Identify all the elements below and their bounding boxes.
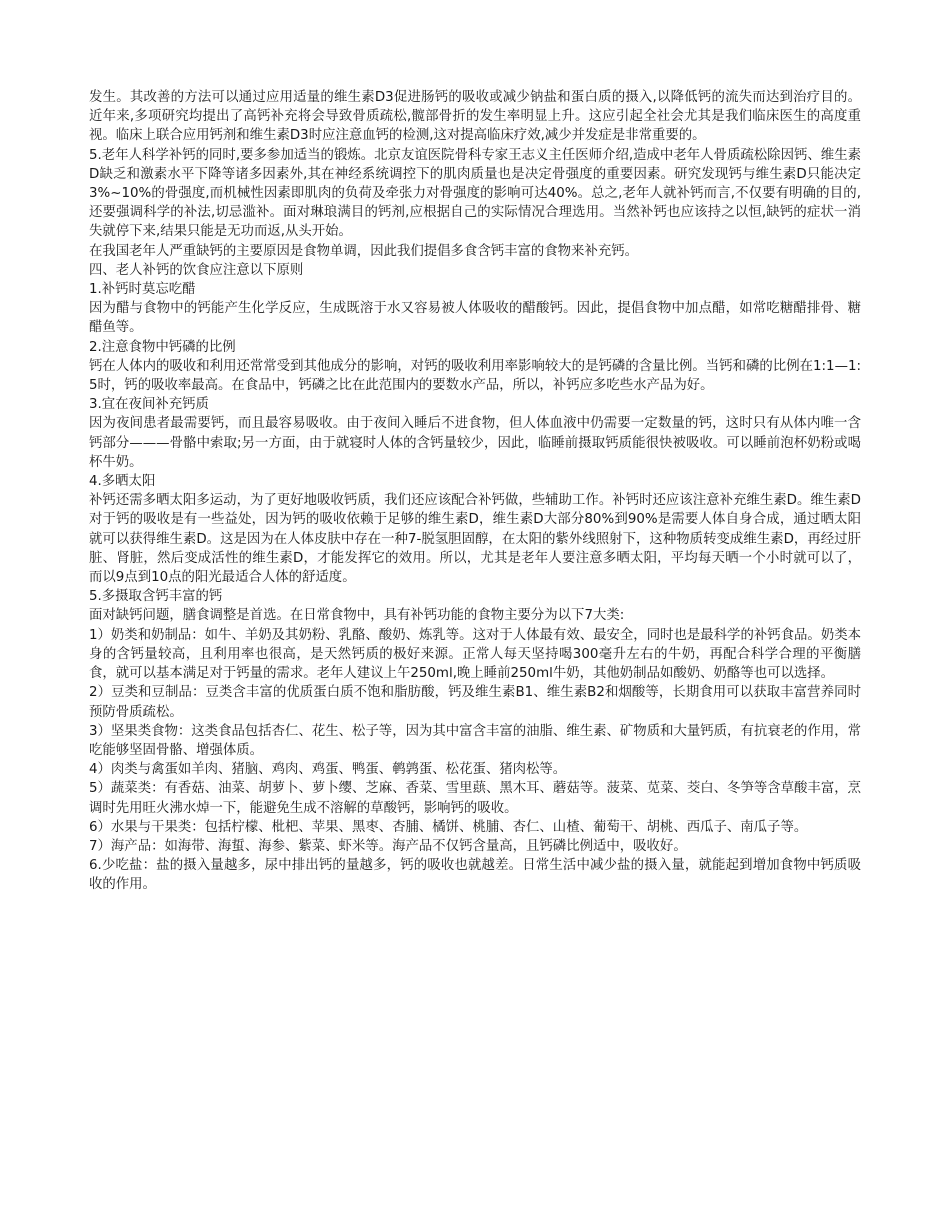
subheading-calcium-phosphorus: 2.注意食物中钙磷的比例 — [89, 339, 236, 355]
subheading-sunlight: 4.多晒太阳 — [89, 474, 156, 490]
subheading-night: 3.宜在夜间补充钙质 — [89, 397, 209, 413]
paragraph-intro-continuation: 发生。其改善的方法可以通过应用适量的维生素D3促进肠钙的吸收或减少钠盐和蛋白质的摄入,以降低钙的流失而达到治疗目的。近年来,多项研究均提出了高钙补充将会导致骨质疏松,髋部骨折的发生率明显上升。这应引起全社会尤其是我们临床医生的高度重视。临床上联合应用钙剂和维生素D3时应注意血钙的检测,这对提高临床疗效,减少并发症是非常重要的。 — [89, 90, 861, 144]
list-item-meat-eggs: 4）肉类与禽蛋如羊肉、猪脑、鸡肉、鸡蛋、鸭蛋、鹌鹑蛋、松花蛋、猪肉松等。 — [89, 762, 567, 778]
paragraph-night: 因为夜间患者最需要钙，而且最容易吸收。由于夜间入睡后不进食物，但人体血液中仍需要一定数量的钙，这时只有从体内唯一含钙部分———骨骼中索取;另一方面，由于就寝时人体的含钙量较少，因此，临睡前摄取钙质能很快被吸收。可以睡前泡杯奶粉或喝杯牛奶。 — [89, 416, 861, 470]
paragraph-calcium-phosphorus: 钙在人体内的吸收和利用还常常受到其他成分的影响，对钙的吸收利用率影响较大的是钙磷的含量比例。当钙和磷的比例在1:1—1:5时，钙的吸收率最高。在食品中，钙磷之比在此范围内的要数水产品，所以，补钙应多吃些水产品为好。 — [89, 358, 861, 394]
paragraph-rich-foods-intro: 面对缺钙问题，膳食调整是首选。在日常食物中，具有补钙功能的食物主要分为以下7大类: — [89, 608, 625, 624]
paragraph-sunlight: 补钙还需多晒太阳多运动，为了更好地吸收钙质，我们还应该配合补钙做，些辅助工作。补钙时还应该注意补充维生素D。维生素D对于钙的吸收是有一些益处，因为钙的吸收依赖于足够的维生素D，维生素D大部分80%到90%是需要人体自身合成，通过晒太阳就可以获得维生素D。这是因为在人体皮肤中存在一种7-脱氢胆固醇，在太阳的紫外线照射下，这种物质转变成维生素D，再经过肝脏、肾脏，然后变成活性的维生素D，才能发挥它的效用。所以，尤其是老年人要注意多晒太阳，平均每天晒一个小时就可以了，而以9点到10点的阳光最适合人体的舒适度。 — [89, 493, 861, 586]
paragraph-food-cause: 在我国老年人严重缺钙的主要原因是食物单调，因此我们提倡多食含钙丰富的食物来补充钙。 — [89, 243, 639, 259]
list-item-seafood: 7）海产品：如海带、海蜇、海参、紫菜、虾米等。海产品不仅钙含量高，且钙磷比例适中，吸收好。 — [89, 838, 687, 854]
list-item-dairy: 1）奶类和奶制品：如牛、羊奶及其奶粉、乳酪、酸奶、炼乳等。这对于人体最有效、最安全，同时也是最科学的补钙食品。奶类本身的含钙量较高，且利用率也很高，是天然钙质的极好来源。正常人每天坚持喝300毫升左右的牛奶，再配合科学合理的平衡膳食，就可以基本满足对于钙量的需求。老年人建议上午250ml,晚上睡前250ml牛奶，其他奶制品如酸奶、奶酪等也可以选择。 — [89, 627, 861, 682]
list-item-fruits: 6）水果与干果类：包括柠檬、枇杷、苹果、黑枣、杏脯、橘饼、桃脯、杏仁、山楂、葡萄干、胡桃、西瓜子、南瓜子等。 — [89, 819, 808, 835]
paragraph-vinegar: 因为醋与食物中的钙能产生化学反应，生成既溶于水又容易被人体吸收的醋酸钙。因此，提倡食物中加点醋，如常吃糖醋排骨、糖醋鱼等。 — [89, 301, 861, 336]
subheading-rich-foods: 5.多摄取含钙丰富的钙 — [89, 589, 223, 605]
list-item-beans: 2）豆类和豆制品：豆类含丰富的优质蛋白质不饱和脂肪酸，钙及维生素B1、维生素B2和烟酸等，长期食用可以获取丰富营养同时预防骨质疏松。 — [89, 685, 861, 720]
section-heading-diet-principles: 四、老人补钙的饮食应注意以下原则 — [89, 262, 304, 278]
list-item-vegetables: 5）蔬菜类：有香菇、油菜、胡萝卜、萝卜缨、芝麻、香菜、雪里蕻、黑木耳、蘑菇等。菠菜、苋菜、茭白、冬笋等含草酸丰富，烹调时先用旺火沸水焯一下，能避免生成不溶解的草酸钙，影响钙的吸收。 — [89, 781, 861, 816]
paragraph-less-salt: 6.少吃盐：盐的摄入量越多，尿中排出钙的量越多，钙的吸收也就越差。日常生活中减少盐的摄入量，就能起到增加食物中钙质吸收的作用。 — [89, 858, 861, 893]
subheading-vinegar: 1.补钙时莫忘吃醋 — [89, 282, 196, 298]
document-body — [89, 88, 861, 895]
list-item-nuts: 3）坚果类食物：这类食品包括杏仁、花生、松子等，因为其中富含丰富的油脂、维生素、矿物质和大量钙质，有抗衰老的作用，常吃能够坚固骨骼、增强体质。 — [89, 723, 861, 758]
paragraph-exercise: 5.老年人科学补钙的同时,要多参加适当的锻炼。北京友谊医院骨科专家王志义主任医师介绍,造成中老年人骨质疏松除因钙、维生素D缺乏和激素水平下降等诸多因素外,其在神经系统调控下的肌肉质量也是决定骨强度的重要因素。研究发现钙与维生素D只能决定3%~10%的骨强度,而机械性因素即肌肉的负荷及牵张力对骨强度的影响可达40%。总之,老年人就补钙而言,不仅要有明确的目的,还要强调科学的补法,切忌滥补。面对琳琅满目的钙剂,应根据自己的实际情况合理选用。当然补钙也应该持之以恒,缺钙的症状一消失就停下来,结果只能是无功而返,从头开始。 — [89, 147, 861, 240]
